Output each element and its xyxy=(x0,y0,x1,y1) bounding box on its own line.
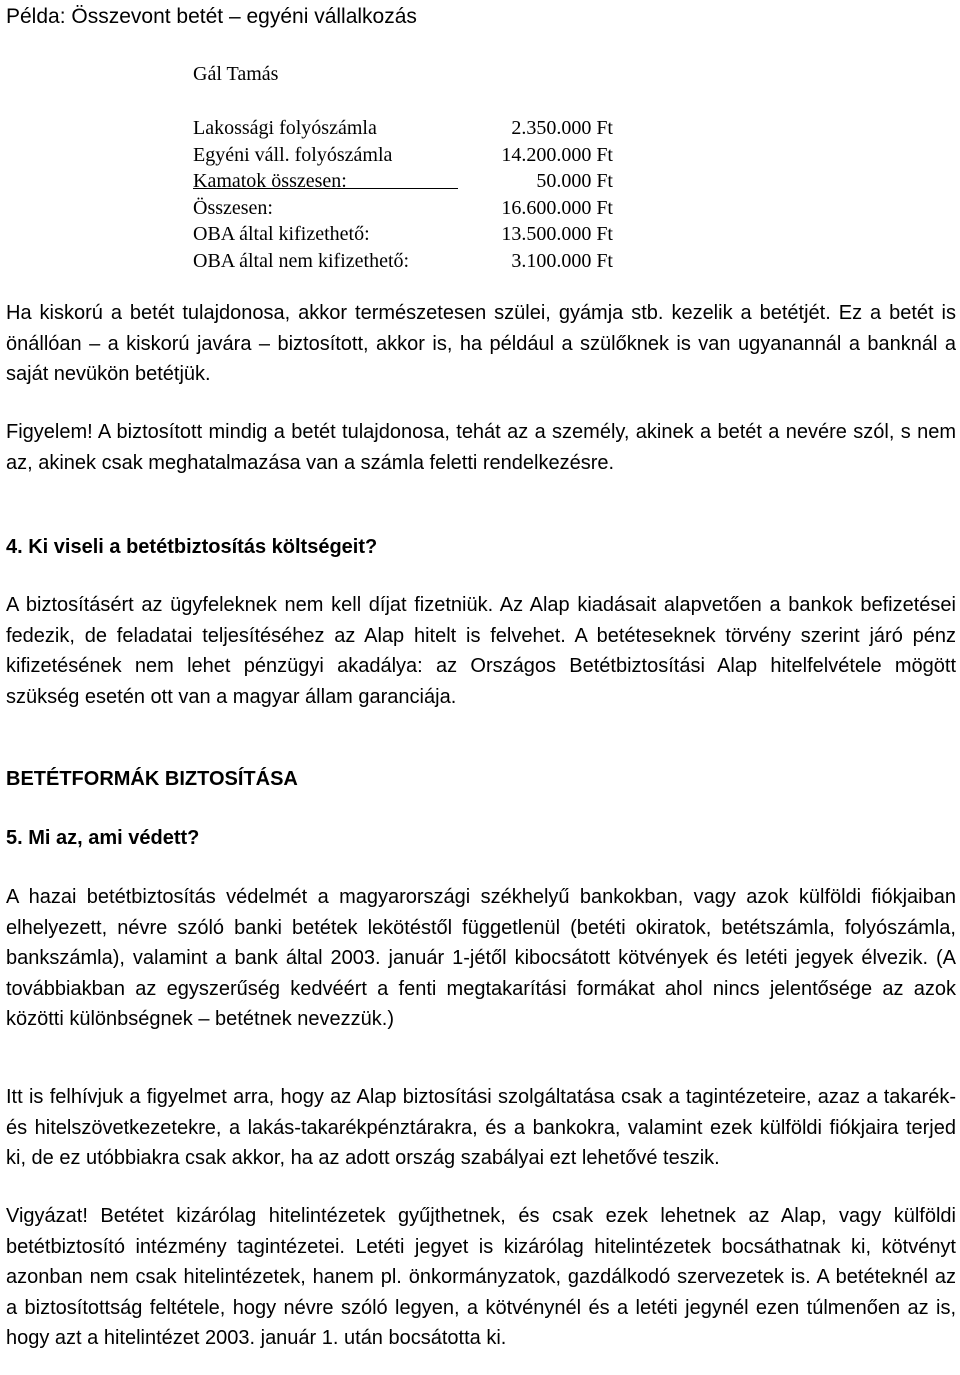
sum-rule xyxy=(193,188,458,189)
example-table xyxy=(193,115,613,274)
row-label: Egyéni váll. folyószámla xyxy=(193,143,393,166)
table-row xyxy=(193,195,613,222)
row-value: 13.500.000 Ft xyxy=(501,223,613,245)
paragraph-minor-owner: Ha kiskorú a betét tulajdonosa, akkor természetesen szülei, gyámja stb. kezelik a betétjét. Ez a betét is önállóan – a kiskorú javára – biztosított, akkor is, ha például a szülőknek is van ugyanannál a banknál a saját nevükön betétjük. xyxy=(6,302,956,385)
row-label: Kamatok összesen: xyxy=(193,170,347,192)
paragraph-warning: Vigyázat! Betétet kizárólag hitelintézetek gyűjthetnek, és csak ezek lehetnek az Alap, vagy külföldi betétbiztosító intézmény tagintézetei. Letéti jegyet is kizárólag hitelintézetek bocsáthatnak ki, kötvényt azonban nem csak hitelintézetek, hanem pl. önkormányzatok, gazdálkodó szervezetek is. A betéteknél az a biztosítottság feltétele, hogy névre szóló legyen, a kötvénynél és a letéti jegynél ezen túlmenően az is, hogy azt a hitelintézet 2003. január 1. után bocsátotta ki. xyxy=(6,1205,956,1349)
paragraph-protection-scope: A hazai betétbiztosítás védelmét a magyarországi székhelyű bankokban, vagy azok külföldi fiókjaiban elhelyezett, névre szóló banki betétek lekötéstől függetlenül (betéti okiratok, betétszámla, folyószámla, bankszámla), valamint a bank által 2003. január 1-jétől kibocsátott kötvények és letéti jegyek élvezik. (A továbbiakban az egyszerűség kedvéért a fenti megtakarítási formákat ahol nincs jelentősége az azok közötti különbségnek – betétnek nevezzük.) xyxy=(6,886,956,1030)
row-label: OBA által nem kifizethető: xyxy=(193,249,410,272)
row-value: 50.000 Ft xyxy=(536,170,613,192)
heading-deposit-forms: BETÉTFORMÁK BIZTOSÍTÁSA xyxy=(6,768,298,790)
table-row xyxy=(193,142,613,169)
row-label: Összesen: xyxy=(193,196,273,219)
heading-costs: 4. Ki viseli a betétbiztosítás költségeit? xyxy=(6,536,378,558)
example-name: Gál Tamás xyxy=(193,63,279,85)
heading-what-protected: 5. Mi az, ami védett? xyxy=(6,827,200,849)
row-value: 2.350.000 Ft xyxy=(511,117,613,139)
row-value: 16.600.000 Ft xyxy=(501,196,613,219)
row-value: 3.100.000 Ft xyxy=(511,249,613,272)
paragraph-fund-expenses: Az Alap kiadásait alapvetően a bankok befizetései fedezik, de feladatai teljesítéséhez az Alap hitelt is felvehet. A betéteseknek törvény szerint járó pénz kifizetésének nem lehet pénzügyi akadálya: az Országos Betétbiztosítási Alap hitelfelvétele mögött szükség esetén ott van a magyar állam garanciája. xyxy=(6,594,956,708)
table-row xyxy=(193,115,613,142)
paragraph-attention: Figyelem! A biztosított mindig a betét tulajdonosa, tehát az a személy, akinek a betét a nevére szól, s nem az, akinek csak meghatalmazása van a számla feletti rendelkezésre. xyxy=(6,421,956,474)
paragraph-no-fee xyxy=(6,590,956,712)
table-row xyxy=(193,248,613,275)
paragraph-no-fee-lead: A biztosításért az ügyfeleknek nem kell díjat fizetniük. xyxy=(6,594,494,616)
table-row xyxy=(193,221,613,248)
row-value: 14.200.000 Ft xyxy=(501,143,613,166)
table-row xyxy=(193,168,613,195)
paragraph-member-institutions: Itt is felhívjuk a figyelmet arra, hogy az Alap biztosítási szolgáltatása csak a tagintézeteire, azaz a takarék- és hitelszövetkezetekre, a lakás-takarékpénztárakra, és a bankokra, valamint ezek külföldi fiókjaira terjed ki, de ez utóbbiakra csak akkor, ha az adott ország szabályai ezt lehetővé teszik. xyxy=(6,1086,956,1169)
page-title: Példa: Összevont betét – egyéni vállalkozás xyxy=(6,5,417,28)
row-label: OBA által kifizethető: xyxy=(193,223,370,245)
row-label: Lakossági folyószámla xyxy=(193,117,377,139)
